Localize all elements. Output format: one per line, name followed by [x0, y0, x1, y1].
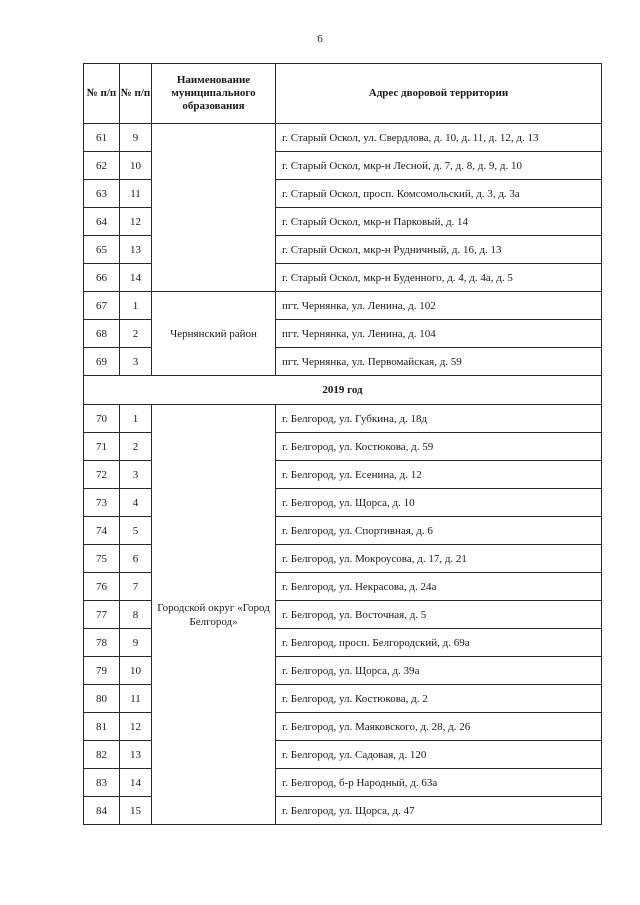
row-index-overall: 64 — [84, 208, 120, 236]
row-index-overall: 70 — [84, 405, 120, 433]
row-index-local: 1 — [120, 292, 152, 320]
row-index-overall: 82 — [84, 741, 120, 769]
row-index-overall: 78 — [84, 629, 120, 657]
row-index-local: 9 — [120, 629, 152, 657]
row-index-local: 5 — [120, 517, 152, 545]
header-index-2: № п/п — [120, 64, 152, 124]
row-index-overall: 66 — [84, 264, 120, 292]
table-body — [84, 124, 602, 825]
address-cell: г. Белгород, б-р Народный, д. 63а — [276, 769, 602, 797]
table-header-row — [84, 64, 602, 124]
address-cell: г. Белгород, ул. Восточная, д. 5 — [276, 601, 602, 629]
row-index-local: 9 — [120, 124, 152, 152]
row-index-local: 4 — [120, 489, 152, 517]
row-index-overall: 80 — [84, 685, 120, 713]
address-cell: г. Старый Оскол, просп. Комсомольский, д. 3, д. 3а — [276, 180, 602, 208]
row-index-local: 11 — [120, 180, 152, 208]
row-index-overall: 69 — [84, 348, 120, 376]
page-number: 6 — [317, 33, 323, 45]
row-index-overall: 84 — [84, 797, 120, 825]
address-cell: г. Старый Оскол, мкр-н Парковый, д. 14 — [276, 208, 602, 236]
address-cell: г. Белгород, ул. Щорса, д. 39а — [276, 657, 602, 685]
section-row — [84, 376, 602, 405]
header-municipality: Наименование муниципального образования — [152, 64, 276, 124]
row-index-overall: 67 — [84, 292, 120, 320]
address-cell: г. Белгород, ул. Садовая, д. 120 — [276, 741, 602, 769]
row-index-local: 3 — [120, 461, 152, 489]
row-index-local: 14 — [120, 769, 152, 797]
address-cell: г. Белгород, ул. Маяковского, д. 28, д. 26 — [276, 713, 602, 741]
municipality-cell: Городской округ «Город Белгород» — [152, 405, 276, 825]
row-index-overall: 62 — [84, 152, 120, 180]
table-row — [84, 405, 602, 433]
municipality-cell — [152, 124, 276, 292]
address-cell: г. Белгород, просп. Белгородский, д. 69а — [276, 629, 602, 657]
address-cell: г. Старый Оскол, мкр-н Буденного, д. 4, д. 4а, д. 5 — [276, 264, 602, 292]
row-index-overall: 74 — [84, 517, 120, 545]
row-index-overall: 73 — [84, 489, 120, 517]
address-cell: г. Старый Оскол, мкр-н Рудничный, д. 16, д. 13 — [276, 236, 602, 264]
row-index-overall: 72 — [84, 461, 120, 489]
row-index-overall: 76 — [84, 573, 120, 601]
row-index-local: 12 — [120, 208, 152, 236]
municipality-cell: Чернянский район — [152, 292, 276, 376]
row-index-local: 15 — [120, 797, 152, 825]
row-index-local: 1 — [120, 405, 152, 433]
row-index-local: 3 — [120, 348, 152, 376]
row-index-local: 10 — [120, 657, 152, 685]
section-title: 2019 год — [84, 376, 602, 405]
address-cell: г. Старый Оскол, ул. Свердлова, д. 10, д. 11, д. 12, д. 13 — [276, 124, 602, 152]
address-cell: пгт. Чернянка, ул. Ленина, д. 104 — [276, 320, 602, 348]
row-index-local: 2 — [120, 433, 152, 461]
table-row — [84, 124, 602, 152]
address-cell: г. Белгород, ул. Есенина, д. 12 — [276, 461, 602, 489]
row-index-overall: 71 — [84, 433, 120, 461]
address-cell: г. Белгород, ул. Мокроусова, д. 17, д. 21 — [276, 545, 602, 573]
row-index-overall: 65 — [84, 236, 120, 264]
row-index-local: 7 — [120, 573, 152, 601]
row-index-local: 11 — [120, 685, 152, 713]
row-index-local: 2 — [120, 320, 152, 348]
address-cell: г. Белгород, ул. Костюкова, д. 2 — [276, 685, 602, 713]
address-cell: пгт. Чернянка, ул. Ленина, д. 102 — [276, 292, 602, 320]
row-index-overall: 79 — [84, 657, 120, 685]
row-index-overall: 75 — [84, 545, 120, 573]
row-index-local: 13 — [120, 236, 152, 264]
row-index-overall: 68 — [84, 320, 120, 348]
row-index-local: 10 — [120, 152, 152, 180]
address-cell: г. Белгород, ул. Костюкова, д. 59 — [276, 433, 602, 461]
yard-territories-table — [83, 63, 602, 825]
address-cell: г. Старый Оскол, мкр-н Лесной, д. 7, д. 8, д. 9, д. 10 — [276, 152, 602, 180]
address-cell: г. Белгород, ул. Щорса, д. 10 — [276, 489, 602, 517]
header-address: Адрес дворовой территории — [276, 64, 602, 124]
row-index-local: 12 — [120, 713, 152, 741]
row-index-overall: 63 — [84, 180, 120, 208]
header-index-1: № п/п — [84, 64, 120, 124]
row-index-local: 13 — [120, 741, 152, 769]
address-cell: г. Белгород, ул. Спортивная, д. 6 — [276, 517, 602, 545]
row-index-overall: 61 — [84, 124, 120, 152]
row-index-overall: 77 — [84, 601, 120, 629]
row-index-overall: 81 — [84, 713, 120, 741]
address-cell: г. Белгород, ул. Некрасова, д. 24а — [276, 573, 602, 601]
row-index-overall: 83 — [84, 769, 120, 797]
address-cell: пгт. Чернянка, ул. Первомайская, д. 59 — [276, 348, 602, 376]
row-index-local: 14 — [120, 264, 152, 292]
address-cell: г. Белгород, ул. Щорса, д. 47 — [276, 797, 602, 825]
table-row — [84, 292, 602, 320]
row-index-local: 6 — [120, 545, 152, 573]
address-cell: г. Белгород, ул. Губкина, д. 18д — [276, 405, 602, 433]
row-index-local: 8 — [120, 601, 152, 629]
